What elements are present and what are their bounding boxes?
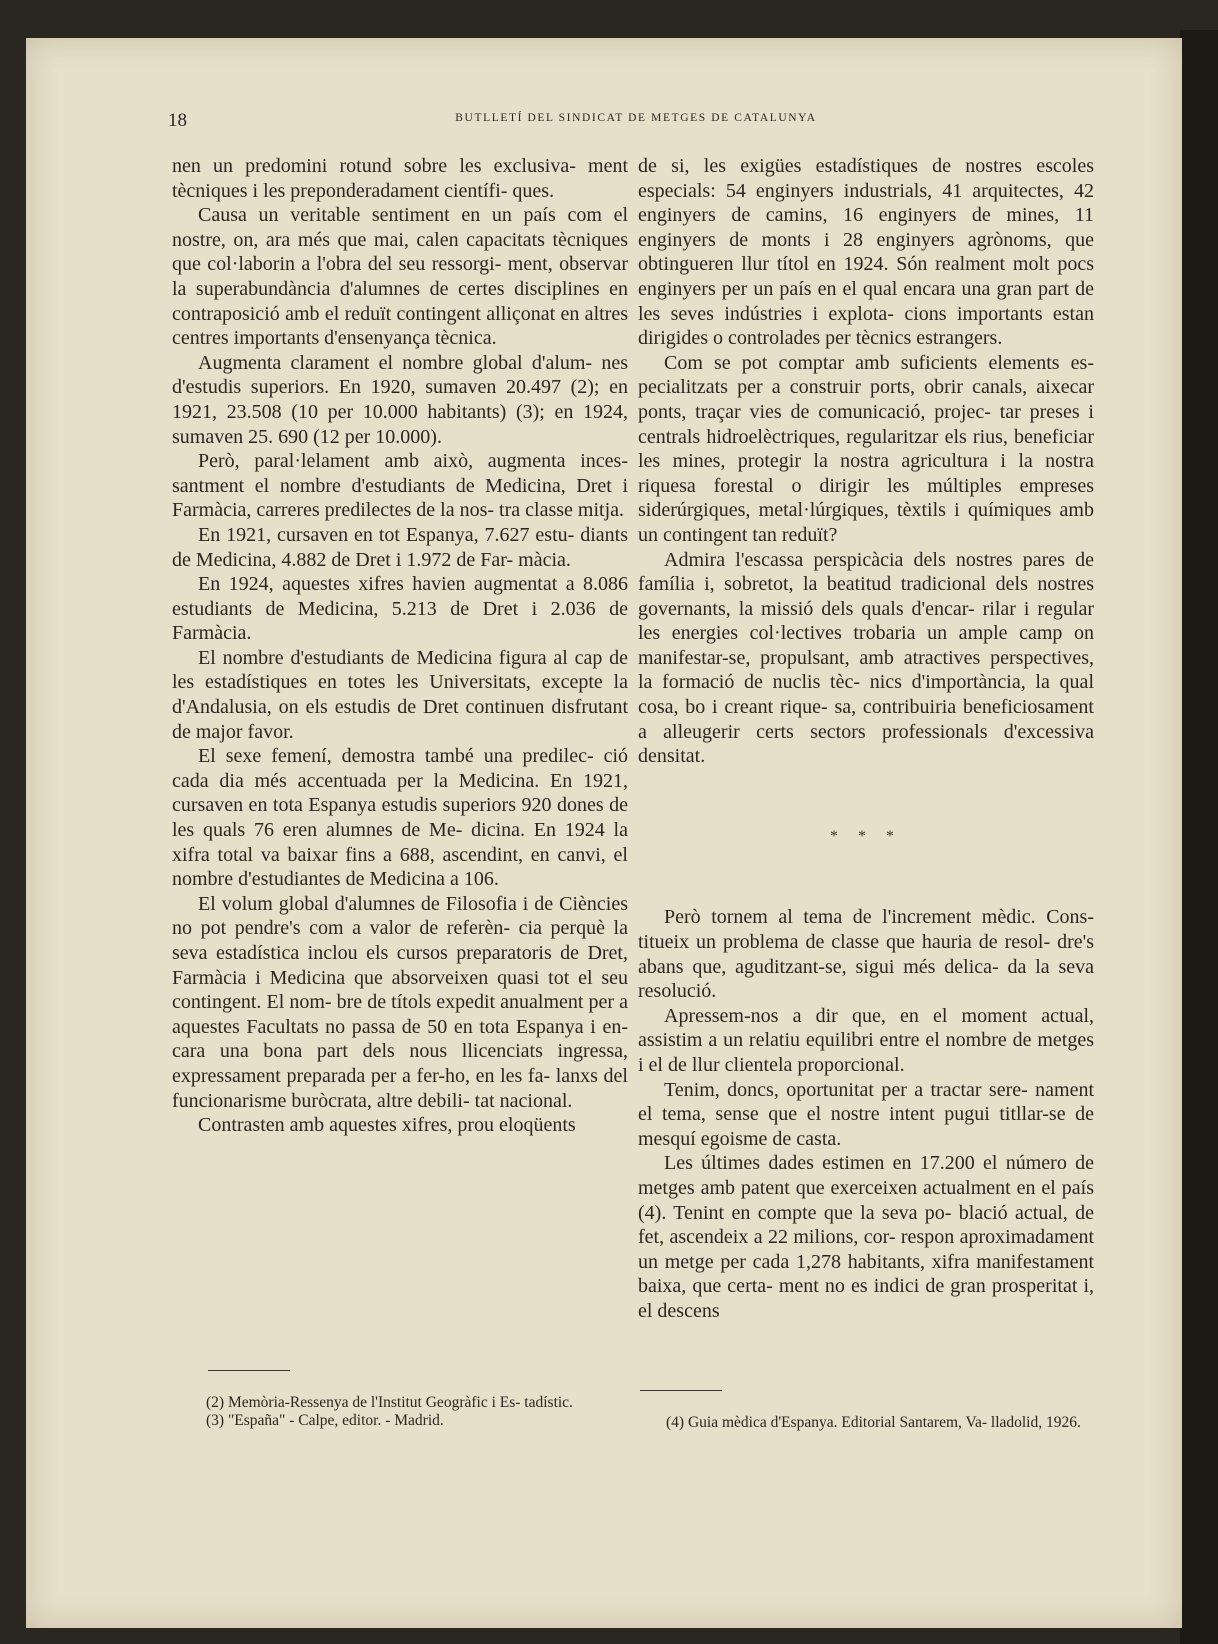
paragraph: Tenim, doncs, oportunitat per a tractar sere- nament el tema, sense que el nostre intent pugui titllar-se de mesquí egoisme de casta. <box>638 1078 1094 1150</box>
paragraph: En 1921, cursaven en tot Espanya, 7.627 estu- diants de Medicina, 4.882 de Dret i 1.972 de Far- màcia. <box>172 523 628 571</box>
footnotes-left <box>206 1394 646 1429</box>
paragraph: Admira l'escassa perspicàcia dels nostres pares de família i, sobretot, la beatitud tradicional dels nostres governants, la missió dels quals d'encar- rilar i regular les energies col·lectives trobaria un ample camp on manifestar-se, propulsant, amb atractives perspectives, la formació de nuclis tèc- nics d'importància, la qual cosa, bo i creant rique- sa, contribuiria beneficiosament a alleugerir certs sectors professionals d'excessiva densitat. <box>638 548 1094 768</box>
paragraph: En 1924, aquestes xifres havien augmentat a 8.086 estudiants de Medicina, 5.213 de Dret i 2.036 de Farmàcia. <box>172 573 628 645</box>
paragraph: de si, les exigües estadístiques de nostres escoles especials: 54 enginyers industrials, 41 arquitectes, 42 enginyers de camins, 16 enginyers de mines, 11 enginyers de monts i 28 enginyers agrònoms, que obtingueren llur títol en 1924. Són realment molt pocs enginyers per un país en el qual encara una gran part de les seves indústries i explota- cions importants estan dirigides o controlades per tècnics estrangers. <box>638 155 1094 350</box>
paragraph: El sexe femení, demostra també una predilec- ció cada dia més accentuada per la Medicina. En 1921, cursaven en tota Espanya estudis superiors 920 dones de les quals 76 eren alumnes de Me- dicina. En 1924 la xifra total va baixar fins a 688, ascendint, en canvi, el nombre d'estudiantes de Medicina a 106. <box>172 745 628 891</box>
paragraph: nen un predomini rotund sobre les exclusiva- ment tècniques i les preponderadament científi- ques. <box>172 155 628 202</box>
document-page <box>26 38 1182 1628</box>
footnote: (4) Guia mèdica d'Espanya. Editorial Santarem, Va- lladolid, 1926. <box>666 1414 1081 1431</box>
paragraph: Augmenta clarament el nombre global d'alum- nes d'estudis superiors. En 1920, sumaven 20.497 (2); en 1921, 23.508 (10 per 10.000 habitants) (3); en 1924, sumaven 25. 690 (12 per 10.000). <box>172 351 628 448</box>
footnote: (3) "España" - Calpe, editor. - Madrid. <box>206 1411 444 1429</box>
paragraph: El volum global d'alumnes de Filosofia i de Ciències no pot pendre's com a valor de referèn- cia perquè la seva estadística inclou els cursos preparatoris de Dret, Farmàcia i Medicina que absorveixen quasi tot el seu contingent. El nom- bre de títols expedit anualment per a aquestes Facultats no passa de 50 en tota Espanya i en- cara una bona part dels nous llicenciats ingressa, expressament preparada per a fer-ho, en les fa- lanxs del funcionarisme buròcrata, altre debili- tat nacional. <box>172 892 628 1112</box>
footnote-rule <box>640 1390 722 1391</box>
paragraph: El nombre d'estudiants de Medicina figura al cap de les estadístiques en totes les Universitats, excepte la d'Andalusia, on els estudis de Dret continuen disfrutant de major favor. <box>172 646 628 743</box>
paragraph: Causa un veritable sentiment en un país com el nostre, on, ara més que mai, calen capacitats tècniques que col·laborin a l'obra del seu ressorgi- ment, observar la superabundància d'alumnes de certes disciplines en contraposició amb el reduït contingent alliçonat en altres centres importants d'ensenyança tècnica. <box>172 204 628 350</box>
section-separator: * * * <box>830 827 902 845</box>
right-column <box>638 154 1094 1324</box>
paragraph: Les últimes dades estimen en 17.200 el número de metges amb patent que exerceixen actualment en el país (4). Tenint en compte que la seva po- blació actual, de fet, ascendeix a 22 milions, cor- respon aproximadament un metge per cada 1,278 habitants, xifra manifestament baixa, que certa- ment no es indici de gran prosperitat i, el descens <box>638 1152 1094 1322</box>
paragraph: Però, paral·lelament amb això, augmenta inces- santment el nombre d'estudiants de Medicina, Dret i Farmàcia, carreres predilectes de la nos- tra classe mitja. <box>172 450 628 522</box>
footnotes-right <box>666 1414 1106 1432</box>
running-head: BUTLLETÍ DEL SINDICAT DE METGES DE CATALUNYA <box>455 112 817 124</box>
scan-background-edge <box>1180 30 1218 1644</box>
page-number: 18 <box>168 110 187 131</box>
paragraph: Com se pot comptar amb suficients elements es- pecialitzats per a construir ports, obrir canals, aixecar ponts, traçar vies de comunicació, projec- tar preses i centrals hidroelèctriques, regularitzar els rius, beneficiar les mines, protegir la nostra agricultura i la nostra riquesa forestal o dirigir les múltiples empreses siderúrgiques, metal·lúrgiques, tèxtils i químiques amb un contingent tan reduït? <box>638 351 1094 546</box>
paragraph: Contrasten amb aquestes xifres, prou eloqüents <box>198 1114 576 1137</box>
paragraph: Però tornem al tema de l'increment mèdic. Cons- titueix un problema de classe que hauria de resol- dre's abans que, aguditzant-se, sigui més delica- da la seva resolució. <box>638 906 1094 1003</box>
left-column <box>172 154 628 1138</box>
paragraph: Apressem-nos a dir que, en el moment actual, assistim a un relatiu equilibri entre el nombre de metges i el de llur clientela proporcional. <box>638 1004 1094 1076</box>
footnote-rule <box>208 1370 290 1371</box>
footnote: (2) Memòria-Ressenya de l'Institut Geogràfic i Es- tadístic. <box>206 1394 573 1411</box>
